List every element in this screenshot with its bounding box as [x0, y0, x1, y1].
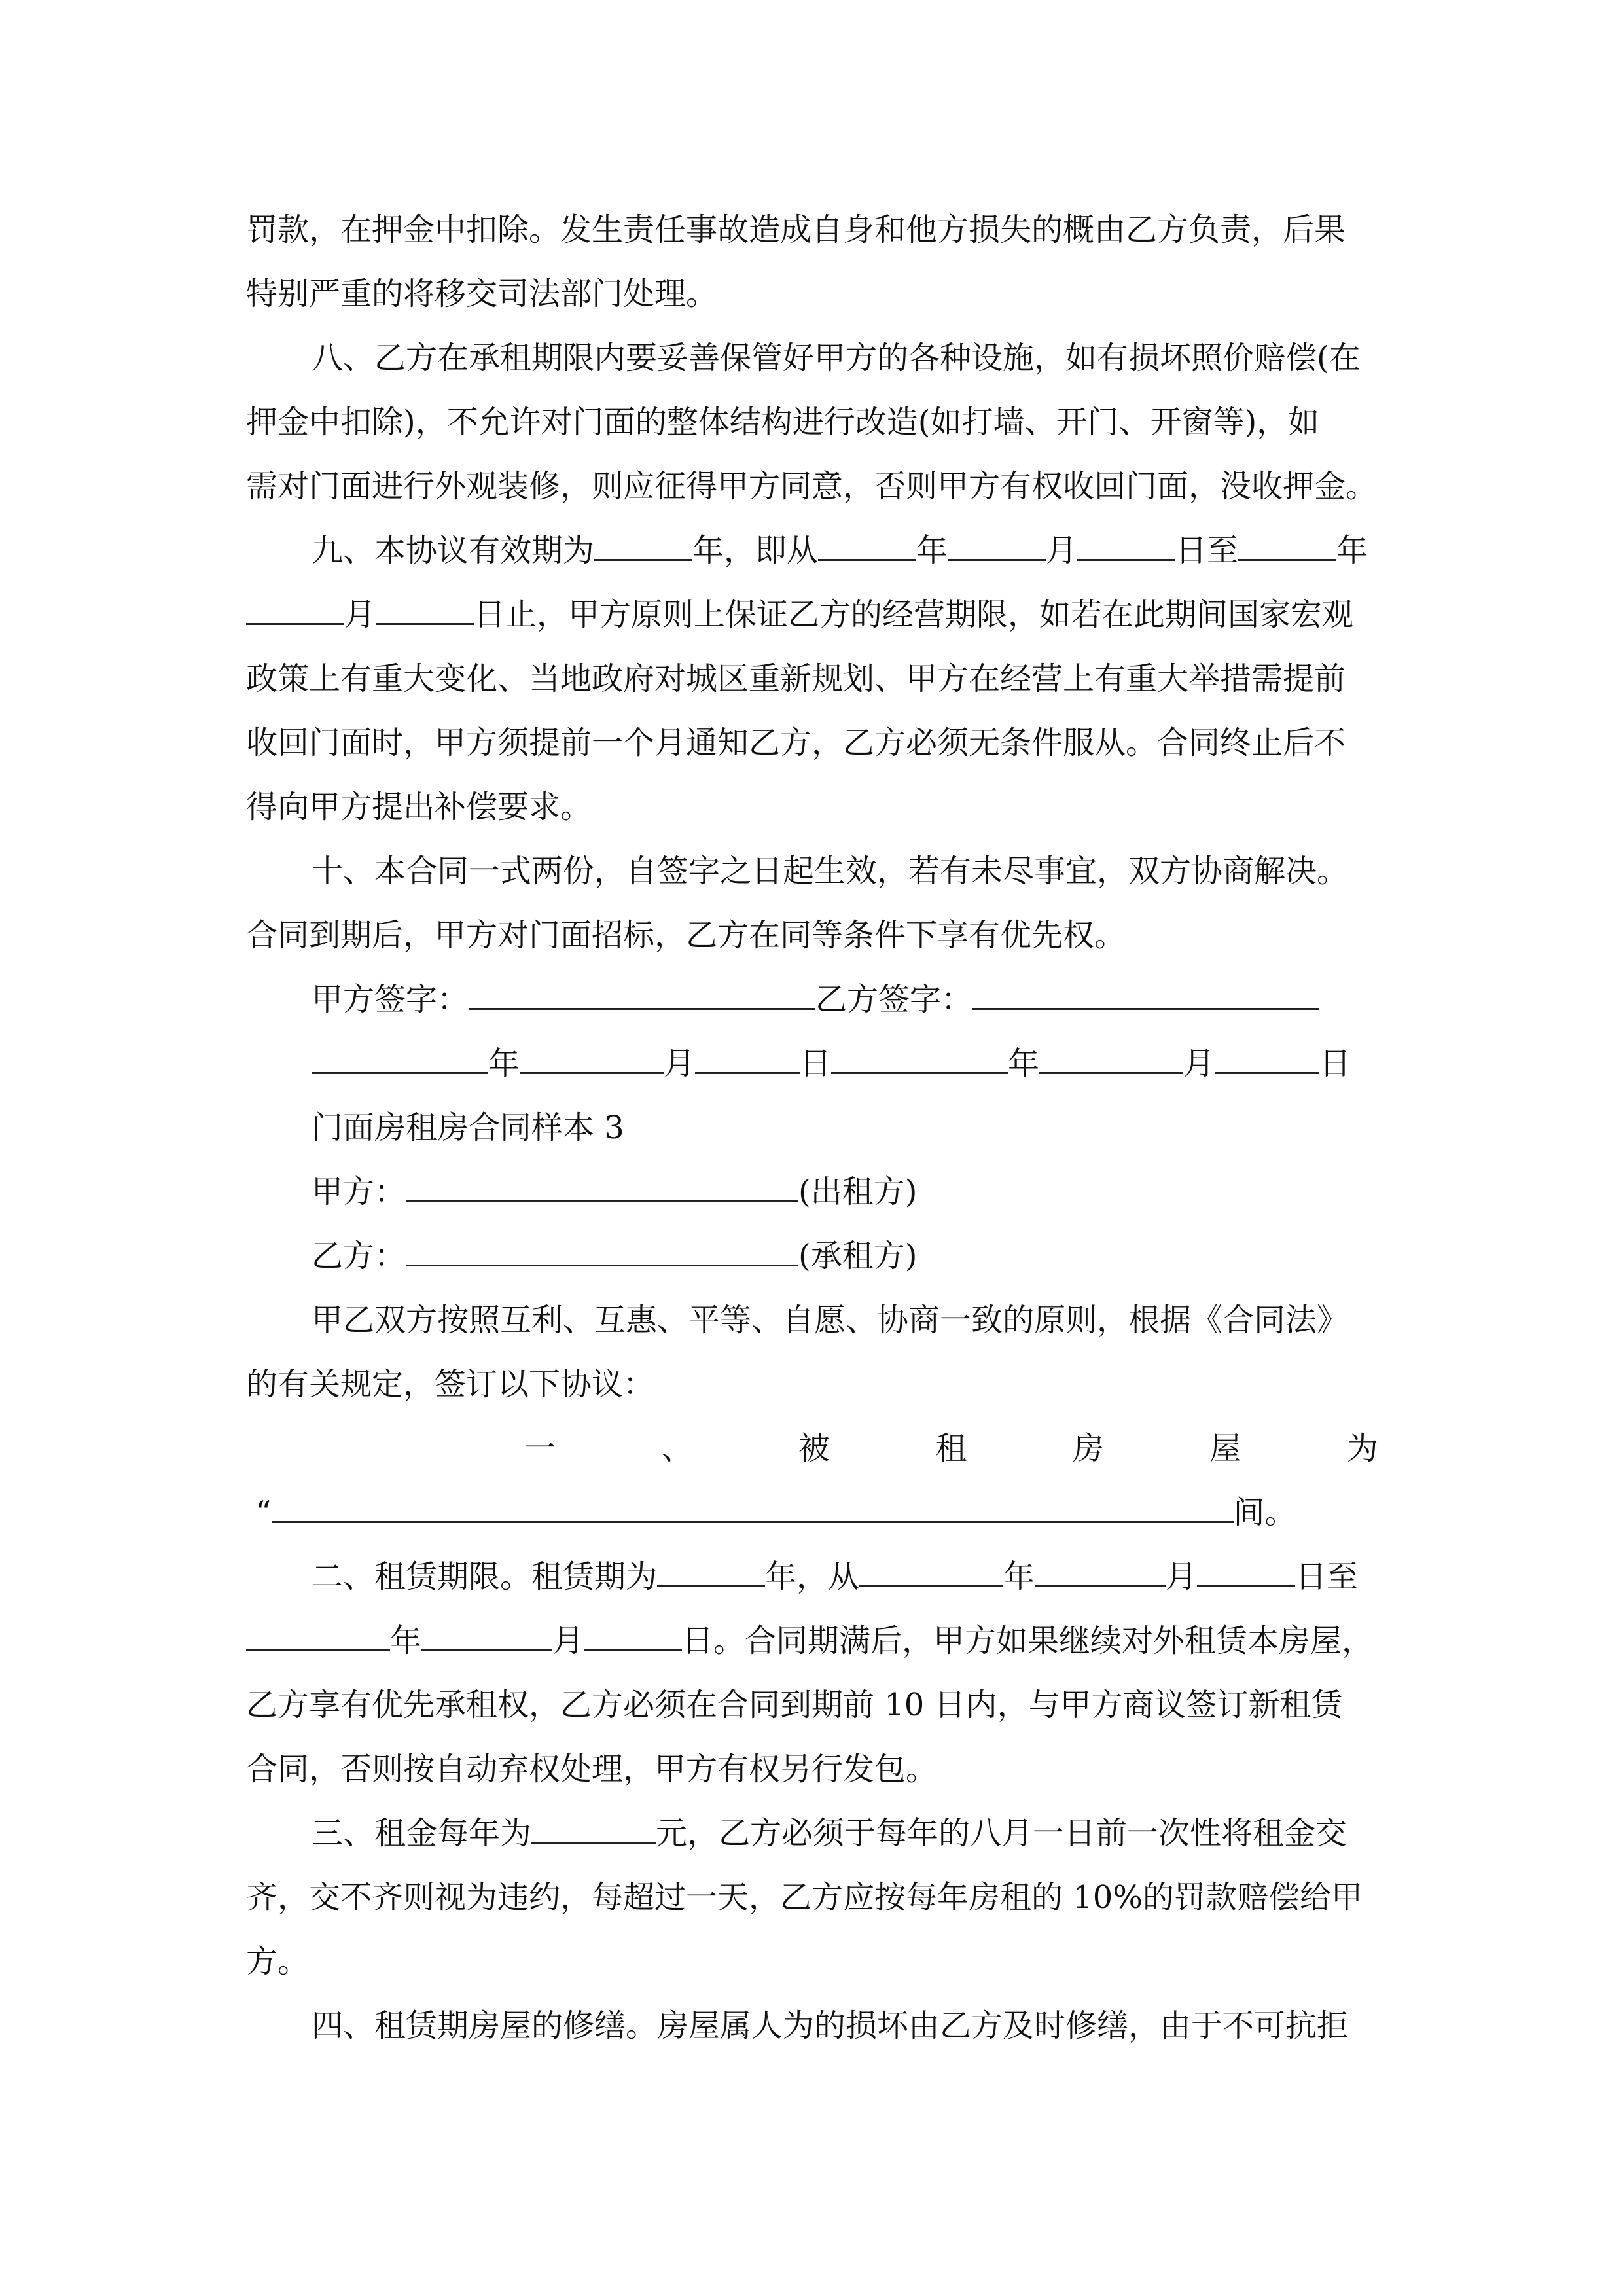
- blank-field[interactable]: [584, 1621, 682, 1651]
- party-a-line: [246, 1160, 1378, 1224]
- party-b-signature-label: 乙方签字：: [815, 981, 973, 1018]
- party-b-role: (承租方): [798, 1238, 918, 1274]
- blank-field[interactable]: [1197, 1557, 1295, 1587]
- rent-amount-field[interactable]: [531, 1814, 656, 1844]
- clause-9-line3: 政策上有重大变化、当地政府对城区重新规划、甲方在经营上有重大举措需提前: [246, 660, 1346, 697]
- intro-line2: 的有关规定，签订以下协议：: [246, 1366, 655, 1403]
- clause-9-text: 月: [1046, 532, 1078, 569]
- clause-1-char: 被: [798, 1430, 830, 1467]
- party-a-signature-field[interactable]: [469, 980, 815, 1010]
- clause-9-text: 年: [1336, 532, 1368, 569]
- date-month-label: 月: [664, 1045, 696, 1082]
- clause-2-text: 日至: [1295, 1558, 1359, 1595]
- clause-1-line2: [246, 1480, 1378, 1545]
- blank-field[interactable]: [594, 531, 692, 561]
- party-a-label: 甲方：: [312, 1174, 406, 1210]
- blank-field[interactable]: [376, 595, 474, 625]
- party-b-field[interactable]: [406, 1236, 798, 1266]
- blank-field[interactable]: [695, 1044, 800, 1074]
- clause-1-line1: [246, 1416, 1378, 1480]
- blank-field[interactable]: [831, 1044, 1008, 1074]
- date-year-label: 年: [1008, 1045, 1040, 1082]
- date-month-label: 月: [1183, 1045, 1215, 1082]
- blank-field[interactable]: [312, 1044, 488, 1074]
- clause-10-line1: 十、本合同一式两份，自签字之日起生效，若有未尽事宜，双方协商解决。: [312, 853, 1349, 889]
- clause-1-char: 租: [935, 1430, 967, 1467]
- date-day-label: 日: [1319, 1045, 1351, 1082]
- clause-3-text: 三、租金每年为: [312, 1815, 532, 1852]
- clause-9-line1: [246, 518, 1378, 583]
- clause-1-end: 间。: [1233, 1494, 1296, 1531]
- party-a-field[interactable]: [406, 1172, 798, 1202]
- clause-9-text: 年，即从: [692, 532, 819, 569]
- contract-body: [246, 198, 1378, 2058]
- contract-title: 门面房租房合同样本 3: [312, 1109, 624, 1146]
- clause-1-char: 一: [524, 1430, 556, 1467]
- blank-field[interactable]: [859, 1557, 1003, 1587]
- clause-9-line5: 得向甲方提出补偿要求。: [246, 789, 592, 825]
- clause-2-text: 月: [1166, 1558, 1198, 1595]
- clause-4-line1: 四、租赁期房屋的修缮。房屋属人为的损坏由乙方及时修缮，由于不可抗拒: [312, 2007, 1349, 2044]
- clause-8-line2: 押金中扣除)，不允许对门面的整体结构进行改造(如打墙、开门、开窗等)，如: [246, 404, 1320, 440]
- party-b-signature-field[interactable]: [972, 980, 1319, 1010]
- date-day-label: 日: [800, 1045, 832, 1082]
- clause-2-line3: 乙方享有优先承租权，乙方必须在合同到期前 10 日内，与甲方商议签订新租赁: [246, 1687, 1343, 1723]
- clause-9-line2: [246, 583, 1378, 647]
- blank-field[interactable]: [246, 1621, 390, 1651]
- clause-9-text: 年: [916, 532, 948, 569]
- clause-2-text: 月: [552, 1623, 584, 1659]
- clause-10-line2: 合同到期后，甲方对门面招标，乙方在同等条件下享有优先权。: [246, 917, 1126, 954]
- clause-8-line1: 八、乙方在承租期限内要妥善保管好甲方的各种设施，如有损坏照价赔偿(在: [312, 340, 1361, 376]
- blank-field[interactable]: [1077, 531, 1175, 561]
- clause-3-line2: 齐，交不齐则视为违约，每超过一天，乙方应按每年房租的 10%的罚款赔偿给甲: [246, 1879, 1363, 1916]
- blank-field[interactable]: [421, 1621, 552, 1651]
- blank-field[interactable]: [818, 531, 916, 561]
- para-penalty-line2: 特别严重的将移交司法部门处理。: [246, 276, 718, 312]
- clause-1-char: 为: [1346, 1430, 1378, 1467]
- clause-2-text: 年: [1003, 1558, 1035, 1595]
- clause-1-char: 房: [1072, 1430, 1104, 1467]
- clause-2-text: 年，从: [765, 1558, 860, 1595]
- clause-2-line2: [246, 1609, 1378, 1673]
- date-year-label: 年: [488, 1045, 520, 1082]
- blank-field[interactable]: [1035, 1557, 1166, 1587]
- clause-9-text: 日止，甲方原则上保证乙方的经营期限，如若在此期间国家宏观: [474, 596, 1354, 633]
- open-quote: “: [255, 1494, 272, 1531]
- intro-line1: 甲乙双方按照互利、互惠、平等、自愿、协商一致的原则，根据《合同法》: [312, 1302, 1349, 1338]
- clause-2-line4: 合同，否则按自动弃权处理，甲方有权另行发包。: [246, 1751, 938, 1787]
- clause-9-text: 日至: [1175, 532, 1239, 569]
- para-penalty-line1: 罚款，在押金中扣除。发生责任事故造成自身和他方损失的概由乙方负责，后果: [246, 211, 1346, 248]
- clause-2-text: 二、租赁期限。租赁期为: [312, 1558, 658, 1595]
- clause-2-text: 日。合同期满后，甲方如果继续对外租赁本房屋，: [682, 1623, 1374, 1659]
- clause-3-line1: [246, 1801, 1378, 1865]
- clause-3-text: 元，乙方必须于每年的八月一日前一次性将租金交: [656, 1815, 1347, 1852]
- party-a-signature-label: 甲方签字：: [312, 981, 469, 1018]
- blank-field[interactable]: [1215, 1044, 1319, 1074]
- blank-field[interactable]: [1238, 531, 1336, 561]
- clause-9-text: 九、本协议有效期为: [312, 532, 595, 569]
- clause-1-char: 屋: [1209, 1430, 1241, 1467]
- blank-field[interactable]: [948, 531, 1046, 561]
- blank-field[interactable]: [657, 1557, 765, 1587]
- clause-9-line4: 收回门面时，甲方须提前一个月通知乙方，乙方必须无条件服从。合同终止后不: [246, 725, 1346, 761]
- signature-date-line: [246, 1031, 1378, 1096]
- clause-9-text: 月: [344, 596, 376, 633]
- clause-2-text: 年: [390, 1623, 422, 1659]
- clause-3-line3: 方。: [246, 1943, 310, 1980]
- clause-8-line3: 需对门面进行外观装修，则应征得甲方同意，否则甲方有权收回门面，没收押金。: [246, 468, 1378, 505]
- clause-2-line1: [246, 1545, 1378, 1609]
- premises-field[interactable]: [272, 1493, 1234, 1523]
- blank-field[interactable]: [1039, 1044, 1183, 1074]
- party-b-line: [246, 1224, 1378, 1288]
- party-b-label: 乙方：: [312, 1238, 406, 1274]
- blank-field[interactable]: [246, 595, 344, 625]
- signature-line: [246, 967, 1378, 1031]
- blank-field[interactable]: [520, 1044, 664, 1074]
- party-a-role: (出租方): [798, 1174, 918, 1210]
- clause-1-char: 、: [661, 1430, 693, 1467]
